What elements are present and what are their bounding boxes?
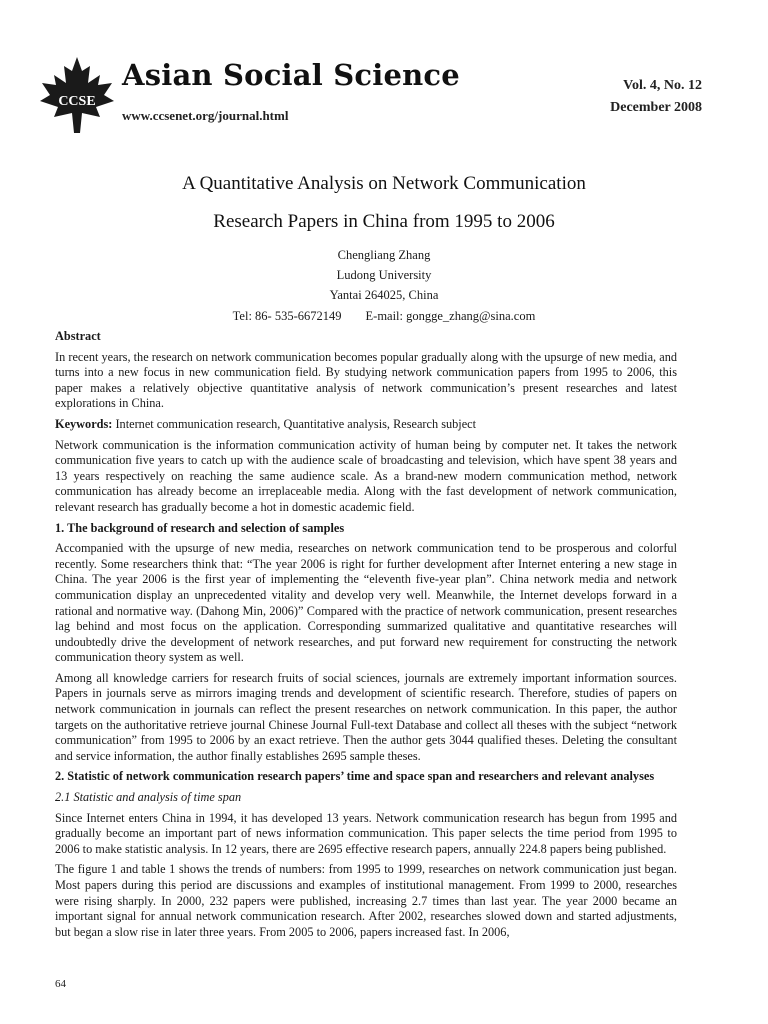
- author-affiliation: Ludong University: [336, 268, 432, 282]
- section2-1-heading: 2.1 Statistic and analysis of time span: [55, 790, 242, 805]
- section1-paragraph2: Among all knowledge carriers for research fruits of social sciences, journals are extremely important information sources. Papers in journals serve as mirrors imaging trends and development of scientific research. Therefore, studies of papers on network communication in journals can reflect the present researches on network communication. In this paper, the author targets on the authoritative retrieve journal Chinese Journal Full-text Database and collect all theses with the subject “network communication” from 1995 to 2006 by an exact retrieve. Then the author gets 3044 qualified theses. Deleting the consultant and service information, the author finally establishes 2695 sample theses.: [55, 670, 677, 763]
- journal-masthead: [38, 50, 702, 140]
- keywords-line: [55, 417, 677, 433]
- ccse-maple-leaf-logo: [38, 55, 116, 135]
- logo-text: CCSE: [58, 94, 96, 109]
- issue-date: December 2008: [610, 100, 702, 115]
- abstract-heading: Abstract: [55, 329, 101, 343]
- paper-title-line2: Research Papers in China from 1995 to 2006: [213, 211, 555, 232]
- author-name: Chengliang Zhang: [337, 248, 431, 262]
- volume-issue: Vol. 4, No. 12: [623, 78, 702, 93]
- author-tel: Tel: 86- 535-6672149: [232, 309, 342, 323]
- author-contact: [0, 309, 768, 324]
- keywords-text: Internet communication research, Quantitative analysis, Research subject: [112, 416, 477, 431]
- section1-heading: 1. The background of research and selection of samples: [55, 520, 345, 535]
- author-email[interactable]: E-mail: gongge_zhang@sina.com: [365, 309, 536, 323]
- abstract-text: In recent years, the research on network communication becomes popular gradually along with the upsurge of new media, and turns into a new focus in new communication field. By studying network communication papers from 1995 to 2006, this paper makes a relatively objective quantitative analysis of network communication’s present researches and latest explorations in China.: [55, 349, 677, 411]
- section2-paragraph1: Since Internet enters China in 1994, it has developed 13 years. Network communication research has begun from 1995 and gradually become an important part of news information communication. This paper selects the time period from 1995 to 2006 to make statistic analysis. In 12 years, there are 2695 effective research papers, annually 224.8 papers being published.: [55, 810, 677, 856]
- page-number: 64: [55, 978, 66, 990]
- journal-title: Asian Social Science: [122, 58, 460, 92]
- section2-paragraph2: The figure 1 and table 1 shows the trends of numbers: from 1995 to 1999, researches on network communication just began. Most papers during this period are discussions and examples of institutional management. From 1999 to 2000, researches were rising sharply. In 2000, 232 papers were published, increasing 2.7 times than last year. The year 2000 became an important signal for annual network communication research. After 2002, researches slowed down and started adjustments, but began a slow rise in later three years. From 2005 to 2006, papers increased fast. In 2006,: [55, 862, 677, 939]
- section2-heading: 2. Statistic of network communication research papers’ time and space span and researchers and relevant analyses: [55, 769, 655, 784]
- section1-paragraph1: Accompanied with the upsurge of new media, researches on network communication tend to be prosperous and colorful recently. Some researchers think that: “The year 2006 is right for further development after Internet entering a new stage in China. The year 2006 is the first year of implementing the “eleventh five-year plan”. China network media and network communication display an unprecedented vitality and develop very well. Meanwhile, the Internet develops forward in a rational and normative way. (Dahong Min, 2006)” Compared with the practice of network communication, present researches lag behind and most focus on the application. Corresponding summarized qualitative and quantitative researches will undoubtedly drive the development of network researches, and put forward new requirement for constructing the network communication theory system as well.: [55, 541, 677, 665]
- paper-title-line1: A Quantitative Analysis on Network Communication: [182, 173, 586, 194]
- author-address: Yantai 264025, China: [329, 288, 439, 302]
- intro-paragraph: Network communication is the information communication activity of human being by computer net. It takes the network communication five years to catch up with the audience scale of broadcasting and television, which have spent 38 years and 13 years respectively on reaching the same audience scale. As a brand-new modern communication method, network communication has already become an irreplaceable media. Along with the fast development of network communication, relevant research has gradually become a hot in domestic academic field.: [55, 437, 677, 514]
- paper-body: [55, 329, 677, 945]
- keywords-label: Keywords:: [55, 416, 113, 431]
- journal-url[interactable]: www.ccsenet.org/journal.html: [122, 108, 289, 123]
